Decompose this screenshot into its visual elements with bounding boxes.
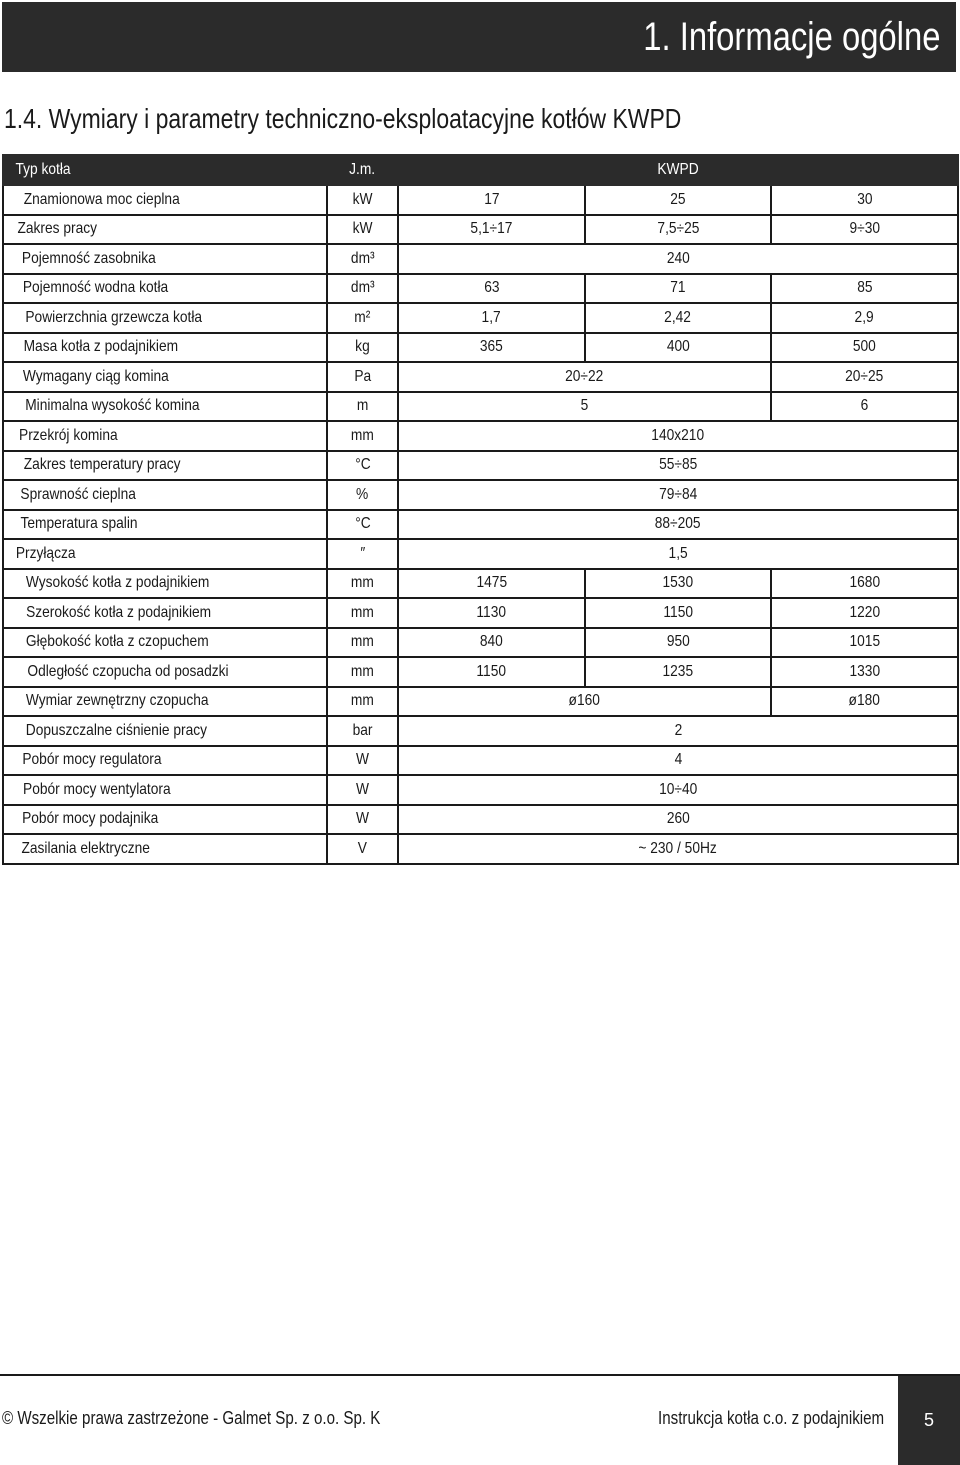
row-label: Masa kotła z podajnikiem	[3, 333, 327, 363]
row-label: Temperatura spalin	[3, 510, 327, 540]
row-label: Pobór mocy regulatora	[3, 746, 327, 776]
row-unit: mm	[327, 569, 398, 599]
row-label: Zasilania elektryczne	[3, 834, 327, 864]
row-label: Pobór mocy podajnika	[3, 805, 327, 835]
row-label: Przyłącza	[3, 539, 327, 569]
value-cell: 7,5÷25	[585, 215, 771, 245]
value-cell: 20÷22	[398, 362, 771, 392]
row-label: Dopuszczalne ciśnienie pracy	[3, 716, 327, 746]
value-cell: 1475	[398, 569, 585, 599]
table-row	[3, 392, 958, 422]
row-unit: mm	[327, 657, 398, 687]
table-row	[3, 215, 958, 245]
row-label: Znamionowa moc cieplna	[3, 185, 327, 215]
table-row	[3, 244, 958, 274]
row-unit: m	[327, 392, 398, 422]
footer-copyright: © Wszelkie prawa zastrzeżone - Galmet Sp. z o.o. Sp. K	[2, 1408, 381, 1428]
table-row	[3, 303, 958, 333]
value-cell: 1130	[398, 598, 585, 628]
header-type: Typ kotła	[3, 155, 327, 185]
chapter-header-bar	[2, 2, 956, 72]
table-row	[3, 539, 958, 569]
value-cell: 9÷30	[771, 215, 958, 245]
value-cell: 25	[585, 185, 771, 215]
value-cell: 2,9	[771, 303, 958, 333]
table-row	[3, 805, 958, 835]
row-label: Sprawność cieplna	[3, 480, 327, 510]
row-unit: kW	[327, 185, 398, 215]
table-row	[3, 746, 958, 776]
value-cell: 20÷25	[771, 362, 958, 392]
value-cell: 30	[771, 185, 958, 215]
value-cell: 840	[398, 628, 585, 658]
row-unit: V	[327, 834, 398, 864]
section-title: 1.4. Wymiary i parametry techniczno-eksploatacyjne kotłów KWPD	[4, 103, 682, 134]
header-unit: J.m.	[327, 155, 398, 185]
value-cell: 4	[398, 746, 958, 776]
row-label: Głębokość kotła z czopuchem	[3, 628, 327, 658]
table-row	[3, 716, 958, 746]
row-label: Przekrój komina	[3, 421, 327, 451]
value-cell: 1330	[771, 657, 958, 687]
value-cell: 1,7	[398, 303, 585, 333]
row-label: Zakres pracy	[3, 215, 327, 245]
row-unit: W	[327, 746, 398, 776]
table-row	[3, 834, 958, 864]
row-unit: W	[327, 775, 398, 805]
value-cell: 240	[398, 244, 958, 274]
row-label: Wysokość kotła z podajnikiem	[3, 569, 327, 599]
row-unit: °C	[327, 451, 398, 481]
value-cell: 5	[398, 392, 771, 422]
row-unit: °C	[327, 510, 398, 540]
spec-table-body	[3, 155, 958, 864]
value-cell: 88÷205	[398, 510, 958, 540]
table-header-row	[3, 155, 958, 185]
row-label: Zakres temperatury pracy	[3, 451, 327, 481]
value-cell: 1015	[771, 628, 958, 658]
row-label: Pojemność wodna kotła	[3, 274, 327, 304]
value-cell: 950	[585, 628, 771, 658]
value-cell: 2	[398, 716, 958, 746]
table-row	[3, 569, 958, 599]
value-cell: 400	[585, 333, 771, 363]
value-cell: 1220	[771, 598, 958, 628]
row-unit: mm	[327, 628, 398, 658]
value-cell: 2,42	[585, 303, 771, 333]
table-row	[3, 598, 958, 628]
value-cell: 5,1÷17	[398, 215, 585, 245]
spec-table	[2, 154, 959, 865]
value-cell: ~ 230 / 50Hz	[398, 834, 958, 864]
table-row	[3, 775, 958, 805]
row-unit: Pa	[327, 362, 398, 392]
value-cell: 1150	[585, 598, 771, 628]
row-unit: ″	[327, 539, 398, 569]
chapter-title: 1. Informacje ogólne	[642, 15, 940, 59]
row-label: Odległość czopucha od posadzki	[3, 657, 327, 687]
value-cell: 63	[398, 274, 585, 304]
value-cell: 365	[398, 333, 585, 363]
footer-divider	[0, 1374, 960, 1376]
table-row	[3, 687, 958, 717]
value-cell: 79÷84	[398, 480, 958, 510]
row-unit: kg	[327, 333, 398, 363]
table-row	[3, 333, 958, 363]
table-row	[3, 510, 958, 540]
footer-doc-title: Instrukcja kotła c.o. z podajnikiem	[657, 1408, 884, 1428]
value-cell: 260	[398, 805, 958, 835]
row-unit: mm	[327, 421, 398, 451]
table-row	[3, 421, 958, 451]
header-model: KWPD	[398, 155, 958, 185]
row-label: Szerokość kotła z podajnikiem	[3, 598, 327, 628]
row-label: Pojemność zasobnika	[3, 244, 327, 274]
table-row	[3, 362, 958, 392]
value-cell: 55÷85	[398, 451, 958, 481]
value-cell: 6	[771, 392, 958, 422]
page-number-box	[898, 1376, 960, 1465]
value-cell: 1530	[585, 569, 771, 599]
value-cell: 140x210	[398, 421, 958, 451]
table-row	[3, 657, 958, 687]
value-cell: 500	[771, 333, 958, 363]
row-unit: W	[327, 805, 398, 835]
table-row	[3, 274, 958, 304]
value-cell: 17	[398, 185, 585, 215]
value-cell: 71	[585, 274, 771, 304]
row-unit: mm	[327, 598, 398, 628]
page-number: 5	[923, 1410, 934, 1430]
table-row	[3, 451, 958, 481]
row-unit: m²	[327, 303, 398, 333]
value-cell: 1,5	[398, 539, 958, 569]
row-unit: dm³	[327, 244, 398, 274]
table-row	[3, 628, 958, 658]
value-cell: 10÷40	[398, 775, 958, 805]
row-label: Pobór mocy wentylatora	[3, 775, 327, 805]
table-row	[3, 480, 958, 510]
value-cell: ø180	[771, 687, 958, 717]
value-cell: 85	[771, 274, 958, 304]
row-unit: bar	[327, 716, 398, 746]
row-unit: dm³	[327, 274, 398, 304]
value-cell: 1680	[771, 569, 958, 599]
value-cell: 1235	[585, 657, 771, 687]
row-unit: mm	[327, 687, 398, 717]
row-label: Wymiar zewnętrzny czopucha	[3, 687, 327, 717]
value-cell: 1150	[398, 657, 585, 687]
row-unit: %	[327, 480, 398, 510]
table-row	[3, 185, 958, 215]
row-label: Minimalna wysokość komina	[3, 392, 327, 422]
value-cell: ø160	[398, 687, 771, 717]
row-label: Powierzchnia grzewcza kotła	[3, 303, 327, 333]
row-unit: kW	[327, 215, 398, 245]
row-label: Wymagany ciąg komina	[3, 362, 327, 392]
